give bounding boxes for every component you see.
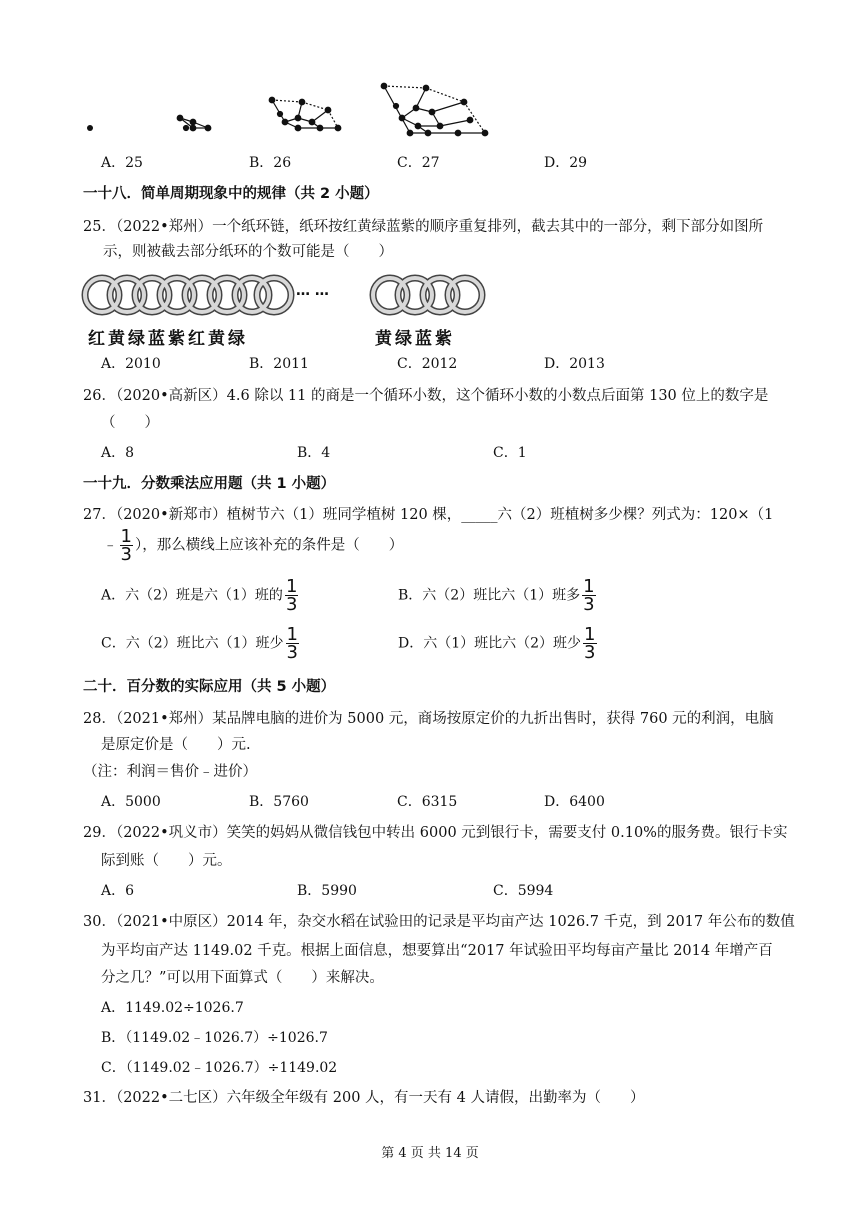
section-title-19: 一十九．分数乘法应用题（共 1 小题） xyxy=(83,476,336,492)
fraction-denominator: 3 xyxy=(120,544,132,565)
q28-option-d[interactable]: D．6400 xyxy=(544,794,605,810)
q27-option-a[interactable] xyxy=(101,578,300,613)
q29-option-a[interactable]: A．6 xyxy=(101,883,135,899)
q30-option-a[interactable]: A．1149.02÷1026.7 xyxy=(101,1000,244,1016)
page-footer: 第 4 页 共 14 页 xyxy=(381,1146,479,1161)
q27-option-b-text: B．六（2）班比六（1）班多 xyxy=(398,587,581,604)
q28-text-line2: 是原定价是（ ）元. xyxy=(101,737,251,753)
fraction-numerator: 1 xyxy=(286,624,298,645)
q27-option-c-text: C．六（2）班比六（1）班少 xyxy=(101,635,284,652)
ring-labels-left: 红黄绿蓝紫红黄绿 xyxy=(88,329,248,349)
q27-option-d-text: D．六（1）班比六（2）班少 xyxy=(398,635,582,652)
q27-option-d[interactable] xyxy=(398,626,599,661)
q27-option-a-fraction xyxy=(285,578,298,613)
dot xyxy=(87,125,93,131)
fraction-numerator: 1 xyxy=(285,576,298,597)
q27-text-line2-rest: ），那么横线上应该补充的条件是（ ） xyxy=(134,537,404,554)
q28-option-a[interactable]: A．5000 xyxy=(101,794,161,810)
q29-text-line1: 29．（2022•巩义市）笑笑的妈妈从微信钱包中转出 6000 元到银行卡，需要支付 0.10%的服务费。银行卡实 xyxy=(83,825,788,841)
q25-text-line1: 25．（2022•郑州）一个纸环链，纸环按红黄绿蓝紫的顺序重复排列，截去其中的一部分，剩下部分如图所 xyxy=(83,219,764,235)
q28-option-b[interactable]: B．5760 xyxy=(249,794,309,810)
q25-option-c[interactable]: C．2012 xyxy=(397,356,458,372)
q29-text-line2: 际到账（ ）元。 xyxy=(101,853,232,869)
pattern-figure-3 xyxy=(269,97,341,131)
q30-text-line2: 为平均亩产达 1149.02 千克。根据上面信息，想要算出“2017 年试验田平均每亩产量比 2014 年增产百 xyxy=(101,943,773,959)
q27-text-line1: 27．（2020•新郑市）植树节六（1）班同学植树 120 棵，_____六（2）班植树多少棵？列式为：120×（1 xyxy=(83,507,774,523)
q29-option-c[interactable]: C．5994 xyxy=(493,883,554,899)
q24-option-c[interactable]: C．27 xyxy=(397,155,440,171)
q28-text-line1: 28．（2021•郑州）某品牌电脑的进价为 5000 元，商场按原定价的九折出售时，获得 760 元的利润，电脑 xyxy=(83,711,774,727)
q27-minus: ﹣ xyxy=(103,537,118,554)
q29-option-b[interactable]: B．5990 xyxy=(297,883,357,899)
q28-option-c[interactable]: C．6315 xyxy=(397,794,458,810)
section-title-20: 二十．百分数的实际应用（共 5 小题） xyxy=(83,679,336,695)
q26-option-b[interactable]: B．4 xyxy=(297,445,331,461)
q26-text-line1: 26．（2020•高新区）4.6 除以 11 的商是一个循环小数，这个循环小数的小数点后面第 130 位上的数字是 xyxy=(83,388,769,404)
q27-option-b[interactable] xyxy=(398,578,598,613)
q27-option-c[interactable] xyxy=(101,626,301,661)
q28-note: （注：利润＝售价﹣进价） xyxy=(83,764,257,780)
q30-option-b[interactable]: B．（1149.02﹣1026.7）÷1026.7 xyxy=(101,1030,328,1046)
q25-option-b[interactable]: B．2011 xyxy=(249,356,309,372)
q27-fraction xyxy=(120,528,133,563)
pattern-figure-2 xyxy=(177,115,211,131)
fraction-numerator: 1 xyxy=(584,624,596,645)
q30-text-line3: 分之几？”可以用下面算式（ ）来解决。 xyxy=(101,970,384,986)
q27-option-c-fraction xyxy=(286,626,299,661)
q25-text-line2: 示，则被截去部分纸环的个数可能是（ ） xyxy=(103,244,393,260)
fraction-numerator: 1 xyxy=(120,526,132,547)
fraction-denominator: 3 xyxy=(583,594,595,615)
fraction-numerator: 1 xyxy=(583,576,595,597)
fraction-denominator: 3 xyxy=(285,594,298,615)
q27-option-d-fraction xyxy=(583,626,596,661)
q24-option-a[interactable]: A．25 xyxy=(101,155,143,171)
q30-option-c[interactable]: C．（1149.02﹣1026.7）÷1149.02 xyxy=(101,1060,338,1076)
fraction-denominator: 3 xyxy=(286,642,298,663)
q27-option-b-fraction xyxy=(582,578,595,613)
q26-option-c[interactable]: C．1 xyxy=(493,445,527,461)
q25-option-a[interactable]: A．2010 xyxy=(101,356,161,372)
q26-option-a[interactable]: A．8 xyxy=(101,445,135,461)
pattern-figure-4 xyxy=(381,83,488,136)
q24-option-d[interactable]: D．29 xyxy=(544,155,588,171)
ring-ellipsis: … … xyxy=(296,283,329,299)
fraction-denominator: 3 xyxy=(584,642,596,663)
q24-option-b[interactable]: B．26 xyxy=(249,155,292,171)
ring-labels-right: 黄绿蓝紫 xyxy=(375,329,455,349)
paper-ring-chain-figure xyxy=(80,270,500,320)
q31-text-line1: 31．（2022•二七区）六年级全年级有 200 人，有一天有 4 人请假，出勤率为（ ） xyxy=(83,1090,645,1106)
q27-option-a-text: A．六（2）班是六（1）班的 xyxy=(101,587,283,604)
dot-pattern-figure xyxy=(80,78,500,140)
q30-text-line1: 30．（2021•中原区）2014 年，杂交水稻在试验田的记录是平均亩产达 1026.7 千克，到 2017 年公布的数值 xyxy=(83,914,795,930)
q27-text-line2 xyxy=(103,528,403,563)
q25-option-d[interactable]: D．2013 xyxy=(544,356,605,372)
q26-text-line2: （ ） xyxy=(101,415,159,431)
section-title-18: 一十八．简单周期现象中的规律（共 2 小题） xyxy=(83,186,379,202)
